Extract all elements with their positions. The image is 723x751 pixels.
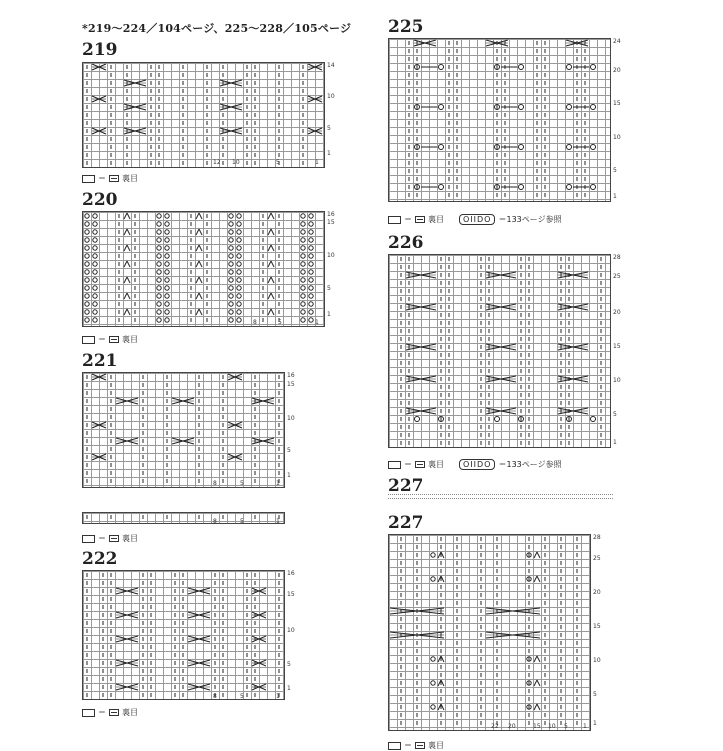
- yarn-over-mark: [157, 318, 161, 322]
- col-number: 5: [240, 480, 244, 487]
- blank-square-icon: [82, 336, 95, 344]
- yarn-over-mark: [93, 238, 97, 242]
- yarn-over-mark: [591, 145, 596, 150]
- row-number: 5: [287, 661, 291, 668]
- row-number: 25: [593, 555, 601, 562]
- stitch-mark: [127, 213, 130, 219]
- stitch-mark: [124, 261, 127, 267]
- row-number: 1: [593, 720, 597, 727]
- yarn-over-mark: [309, 230, 313, 234]
- purl-symbol-icon: [415, 461, 425, 468]
- yarn-over-mark: [309, 238, 313, 242]
- yarn-over-mark: [431, 657, 435, 661]
- row-number: 5: [287, 447, 291, 454]
- yarn-over-mark: [85, 286, 89, 290]
- yarn-over-mark: [415, 417, 420, 422]
- yarn-over-mark: [85, 278, 89, 282]
- yarn-over-mark: [237, 270, 241, 274]
- row-number: 5: [327, 125, 331, 132]
- stitch-mark: [537, 704, 540, 710]
- row-number: 20: [593, 589, 601, 596]
- chart-symbols: [83, 63, 324, 167]
- stitch-mark: [127, 245, 130, 251]
- row-number: 15: [327, 219, 335, 226]
- row-number: 1: [287, 685, 291, 692]
- stitch-mark: [534, 576, 537, 582]
- knitting-chart-219: [82, 62, 325, 168]
- col-number: 5: [240, 693, 244, 700]
- col-number: 10: [548, 723, 556, 730]
- purl-symbol-icon: [109, 709, 119, 716]
- chart-number-219: 219: [82, 40, 118, 60]
- stitch-mark: [196, 309, 199, 315]
- yarn-over-mark: [237, 262, 241, 266]
- chart-number-225: 225: [388, 17, 424, 37]
- yarn-over-mark: [93, 278, 97, 282]
- stitch-mark: [199, 261, 202, 267]
- yarn-over-mark: [165, 310, 169, 314]
- col-number: 10: [232, 159, 240, 166]
- yarn-over-mark: [157, 286, 161, 290]
- yarn-over-mark: [309, 310, 313, 314]
- yarn-over-mark: [591, 185, 596, 190]
- stitch-mark: [199, 293, 202, 299]
- yarn-over-mark: [237, 230, 241, 234]
- yarn-over-mark: [165, 214, 169, 218]
- stitch-mark: [196, 293, 199, 299]
- yarn-over-mark: [93, 246, 97, 250]
- yarn-over-mark: [165, 254, 169, 258]
- yarn-over-mark: [309, 214, 313, 218]
- col-number: 22: [491, 723, 499, 730]
- yarn-over-mark: [301, 270, 305, 274]
- legend-219: ＝ 裏目: [82, 173, 138, 184]
- yarn-over-mark: [237, 286, 241, 290]
- col-number: 12: [213, 159, 221, 166]
- yarn-over-mark: [237, 318, 241, 322]
- yarn-over-mark: [93, 310, 97, 314]
- row-number: 1: [613, 193, 617, 200]
- stitch-mark: [271, 261, 274, 267]
- row-number: 5: [327, 285, 331, 292]
- chart-symbols: [83, 212, 324, 326]
- yarn-over-mark: [85, 294, 89, 298]
- page-header: *219〜224／104ページ、225〜228／105ページ: [82, 22, 352, 35]
- yarn-over-mark: [309, 222, 313, 226]
- yarn-over-mark: [85, 310, 89, 314]
- row-number: 16: [287, 570, 295, 577]
- yarn-over-mark: [229, 262, 233, 266]
- yarn-over-mark: [301, 262, 305, 266]
- row-number: 1: [327, 150, 331, 157]
- stitch-mark: [268, 261, 271, 267]
- yarn-over-mark: [439, 145, 444, 150]
- col-number: 5: [276, 159, 280, 166]
- stitch-mark: [534, 656, 537, 662]
- yarn-over-mark: [229, 270, 233, 274]
- knitting-chart-222: [82, 570, 285, 700]
- yarn-over-mark: [157, 302, 161, 306]
- yarn-over-mark: [157, 262, 161, 266]
- yarn-over-mark: [309, 318, 313, 322]
- stitch-mark: [199, 213, 202, 219]
- yarn-over-mark: [309, 302, 313, 306]
- yarn-over-mark: [237, 254, 241, 258]
- legend-225: ＝ 裏目 OIIDO ＝133ページ参照: [388, 214, 562, 225]
- yarn-over-mark: [237, 278, 241, 282]
- yarn-over-mark: [237, 238, 241, 242]
- row-number: 15: [613, 343, 621, 350]
- yarn-over-mark: [165, 286, 169, 290]
- yarn-over-mark: [165, 302, 169, 306]
- row-number: 10: [613, 377, 621, 384]
- yarn-over-mark: [165, 318, 169, 322]
- yarn-over-mark: [431, 577, 435, 581]
- yarn-over-mark: [93, 254, 97, 258]
- col-number: 1: [276, 518, 280, 525]
- stitch-mark: [268, 213, 271, 219]
- yarn-over-mark: [301, 302, 305, 306]
- purl-symbol-icon: [109, 535, 119, 542]
- blank-square-icon: [82, 535, 95, 543]
- blank-square-icon: [82, 709, 95, 717]
- yarn-over-mark: [165, 270, 169, 274]
- row-number: 10: [593, 657, 601, 664]
- yarn-over-mark: [229, 318, 233, 322]
- chart-symbols: [389, 39, 610, 201]
- stitch-mark: [537, 552, 540, 558]
- yarn-over-mark: [439, 105, 444, 110]
- row-number: 16: [287, 372, 295, 379]
- yarn-over-mark: [93, 262, 97, 266]
- stitch-mark: [196, 261, 199, 267]
- yarn-over-mark: [309, 286, 313, 290]
- yarn-over-mark: [85, 230, 89, 234]
- yarn-over-mark: [519, 185, 524, 190]
- yarn-over-mark: [157, 214, 161, 218]
- col-number: 8: [213, 693, 217, 700]
- chart-number-226: 226: [388, 233, 424, 253]
- col-number: 20: [508, 723, 516, 730]
- col-number: 1: [276, 693, 280, 700]
- yarn-over-mark: [301, 230, 305, 234]
- row-number: 1: [287, 472, 291, 479]
- knitting-chart-225: [388, 38, 611, 202]
- col-number: 8: [213, 518, 217, 525]
- chart-symbols: [83, 373, 284, 487]
- yarn-over-mark: [229, 278, 233, 282]
- yarn-over-mark: [93, 318, 97, 322]
- yarn-over-mark: [431, 705, 435, 709]
- yarn-over-mark: [157, 278, 161, 282]
- row-number: 20: [613, 309, 621, 316]
- yarn-over-mark: [93, 286, 97, 290]
- yarn-over-mark: [85, 254, 89, 258]
- knitting-chart-221: [82, 372, 285, 488]
- yarn-over-mark: [157, 246, 161, 250]
- col-number: 5: [564, 723, 568, 730]
- row-number: 20: [613, 67, 621, 74]
- stitch-mark: [199, 229, 202, 235]
- stitch-mark: [124, 309, 127, 315]
- stitch-mark: [271, 213, 274, 219]
- cut-off-chart-strip: [388, 494, 613, 499]
- stitch-mark: [196, 229, 199, 235]
- legend-227: ＝ 裏目: [388, 740, 444, 751]
- yarn-over-mark: [157, 222, 161, 226]
- col-number: 1: [315, 319, 319, 326]
- yarn-over-mark: [439, 185, 444, 190]
- yarn-over-mark: [301, 286, 305, 290]
- stitch-mark: [268, 277, 271, 283]
- yarn-over-mark: [229, 254, 233, 258]
- stitch-mark: [268, 309, 271, 315]
- yarn-over-mark: [591, 417, 596, 422]
- knitting-chart-227: [388, 534, 591, 731]
- yarn-over-mark: [85, 262, 89, 266]
- yarn-over-mark: [229, 230, 233, 234]
- purl-symbol-icon: [415, 742, 425, 749]
- yarn-over-mark: [85, 302, 89, 306]
- yarn-over-mark: [85, 238, 89, 242]
- blank-square-icon: [388, 461, 401, 469]
- stitch-mark: [127, 309, 130, 315]
- stitch-mark: [537, 576, 540, 582]
- purl-symbol-icon: [415, 216, 425, 223]
- knitting-chart-226: [388, 254, 611, 448]
- stitch-mark: [124, 245, 127, 251]
- stitch-mark: [196, 213, 199, 219]
- row-number: 15: [613, 100, 621, 107]
- row-number: 5: [613, 167, 617, 174]
- knitting-chart-220: [82, 211, 325, 327]
- col-number: 5: [240, 518, 244, 525]
- yarn-over-mark: [431, 553, 435, 557]
- yarn-over-mark: [567, 185, 572, 190]
- col-number: 1: [276, 480, 280, 487]
- stitch-mark: [268, 229, 271, 235]
- yarn-over-mark: [519, 105, 524, 110]
- yarn-over-mark: [229, 222, 233, 226]
- stitch-mark: [271, 277, 274, 283]
- purl-symbol-icon: [109, 336, 119, 343]
- yarn-over-mark: [237, 310, 241, 314]
- yarn-over-mark: [301, 238, 305, 242]
- stitch-mark: [534, 704, 537, 710]
- purl-symbol-icon: [109, 175, 119, 182]
- col-number: 8: [253, 319, 257, 326]
- row-number: 15: [287, 381, 295, 388]
- yarn-over-mark: [85, 270, 89, 274]
- yarn-over-mark: [165, 262, 169, 266]
- stitch-mark: [124, 293, 127, 299]
- stitch-mark: [199, 245, 202, 251]
- yarn-over-mark: [157, 254, 161, 258]
- yarn-over-mark: [93, 230, 97, 234]
- yarn-over-mark: [431, 681, 435, 685]
- yarn-over-mark: [165, 222, 169, 226]
- stitch-mark: [271, 245, 274, 251]
- yarn-over-mark: [229, 310, 233, 314]
- row-number: 10: [287, 415, 295, 422]
- yarn-over-mark: [157, 294, 161, 298]
- blank-square-icon: [82, 175, 95, 183]
- row-number: 5: [613, 411, 617, 418]
- stitch-mark: [271, 309, 274, 315]
- yarn-over-mark: [229, 246, 233, 250]
- chart-number-227-cut: 227: [388, 476, 424, 496]
- row-number: 1: [613, 439, 617, 446]
- yarn-over-mark: [591, 105, 596, 110]
- stitch-mark: [196, 277, 199, 283]
- row-number: 15: [593, 623, 601, 630]
- yarn-over-mark: [157, 238, 161, 242]
- yarn-over-mark: [301, 214, 305, 218]
- row-number: 10: [327, 252, 335, 259]
- yarn-over-mark: [567, 65, 572, 70]
- blank-square-icon: [388, 216, 401, 224]
- yarn-over-mark: [85, 214, 89, 218]
- row-number: 10: [287, 627, 295, 634]
- yarn-over-mark: [301, 278, 305, 282]
- col-number: 8: [213, 480, 217, 487]
- stitch-mark: [537, 656, 540, 662]
- yarn-over-mark: [301, 310, 305, 314]
- stitch-mark: [124, 213, 127, 219]
- stitch-mark: [127, 293, 130, 299]
- stitch-mark: [196, 245, 199, 251]
- yarn-over-mark: [237, 246, 241, 250]
- col-number: 5: [278, 319, 282, 326]
- legend-221: ＝ 裏目: [82, 533, 138, 544]
- col-number: 1: [583, 723, 587, 730]
- row-number: 28: [613, 254, 621, 261]
- legend-226: ＝ 裏目 OIIDO ＝133ページ参照: [388, 459, 562, 470]
- chart-symbols: [389, 255, 610, 447]
- yarn-over-mark: [519, 145, 524, 150]
- legend-222: ＝ 裏目: [82, 707, 138, 718]
- yarn-over-mark: [301, 254, 305, 258]
- yarn-over-mark: [157, 230, 161, 234]
- yarn-over-mark: [309, 294, 313, 298]
- yarn-over-mark: [165, 294, 169, 298]
- stitch-mark: [534, 552, 537, 558]
- chart-number-222: 222: [82, 549, 118, 569]
- blank-square-icon: [388, 742, 401, 750]
- yarn-over-mark: [229, 214, 233, 218]
- yarn-over-mark: [309, 246, 313, 250]
- yarn-over-mark: [229, 286, 233, 290]
- yarn-over-mark: [567, 145, 572, 150]
- knitting-chart-221-bottom-row: [82, 512, 285, 524]
- legend-220: ＝ 裏目: [82, 334, 138, 345]
- row-number: 1: [327, 311, 331, 318]
- yarn-over-mark: [85, 222, 89, 226]
- col-number: 15: [533, 723, 541, 730]
- yarn-over-mark: [301, 318, 305, 322]
- yarn-over-mark: [85, 246, 89, 250]
- yarn-over-mark: [157, 270, 161, 274]
- yarn-over-mark: [93, 294, 97, 298]
- yarn-over-mark: [237, 294, 241, 298]
- yarn-over-mark: [309, 262, 313, 266]
- row-number: 5: [593, 691, 597, 698]
- yarn-over-mark: [85, 318, 89, 322]
- yarn-over-mark: [237, 214, 241, 218]
- chart-symbols: [389, 535, 590, 730]
- stitch-mark: [199, 277, 202, 283]
- stitch-mark: [534, 680, 537, 686]
- col-number: 1: [315, 159, 319, 166]
- chart-symbols: [83, 571, 284, 699]
- yarn-over-mark: [495, 417, 500, 422]
- stitch-mark: [268, 245, 271, 251]
- row-number: 10: [613, 134, 621, 141]
- cable-symbol-icon: OIIDO: [459, 214, 495, 225]
- yarn-over-mark: [439, 65, 444, 70]
- stitch-mark: [124, 229, 127, 235]
- yarn-over-mark: [93, 302, 97, 306]
- yarn-over-mark: [237, 302, 241, 306]
- yarn-over-mark: [229, 238, 233, 242]
- row-number: 10: [327, 93, 335, 100]
- stitch-mark: [199, 309, 202, 315]
- row-number: 15: [287, 591, 295, 598]
- yarn-over-mark: [165, 246, 169, 250]
- stitch-mark: [271, 229, 274, 235]
- stitch-mark: [127, 229, 130, 235]
- yarn-over-mark: [309, 278, 313, 282]
- yarn-over-mark: [519, 65, 524, 70]
- stitch-mark: [124, 277, 127, 283]
- yarn-over-mark: [591, 65, 596, 70]
- yarn-over-mark: [165, 278, 169, 282]
- chart-symbols: [83, 513, 284, 523]
- cable-symbol-icon: OIIDO: [459, 459, 495, 470]
- row-number: 25: [613, 273, 621, 280]
- chart-number-227: 227: [388, 513, 424, 533]
- stitch-mark: [537, 680, 540, 686]
- row-number: 24: [613, 38, 621, 45]
- yarn-over-mark: [301, 222, 305, 226]
- row-number: 14: [327, 62, 335, 69]
- stitch-mark: [127, 277, 130, 283]
- yarn-over-mark: [165, 238, 169, 242]
- chart-number-221: 221: [82, 351, 118, 371]
- chart-number-220: 220: [82, 190, 118, 210]
- yarn-over-mark: [301, 246, 305, 250]
- yarn-over-mark: [301, 294, 305, 298]
- row-number: 16: [327, 211, 335, 218]
- row-number: 28: [593, 534, 601, 541]
- yarn-over-mark: [229, 302, 233, 306]
- stitch-mark: [268, 293, 271, 299]
- yarn-over-mark: [93, 222, 97, 226]
- yarn-over-mark: [165, 230, 169, 234]
- yarn-over-mark: [237, 222, 241, 226]
- yarn-over-mark: [157, 310, 161, 314]
- yarn-over-mark: [229, 294, 233, 298]
- stitch-mark: [271, 293, 274, 299]
- yarn-over-mark: [93, 270, 97, 274]
- yarn-over-mark: [567, 105, 572, 110]
- stitch-mark: [127, 261, 130, 267]
- yarn-over-mark: [93, 214, 97, 218]
- yarn-over-mark: [309, 254, 313, 258]
- yarn-over-mark: [309, 270, 313, 274]
